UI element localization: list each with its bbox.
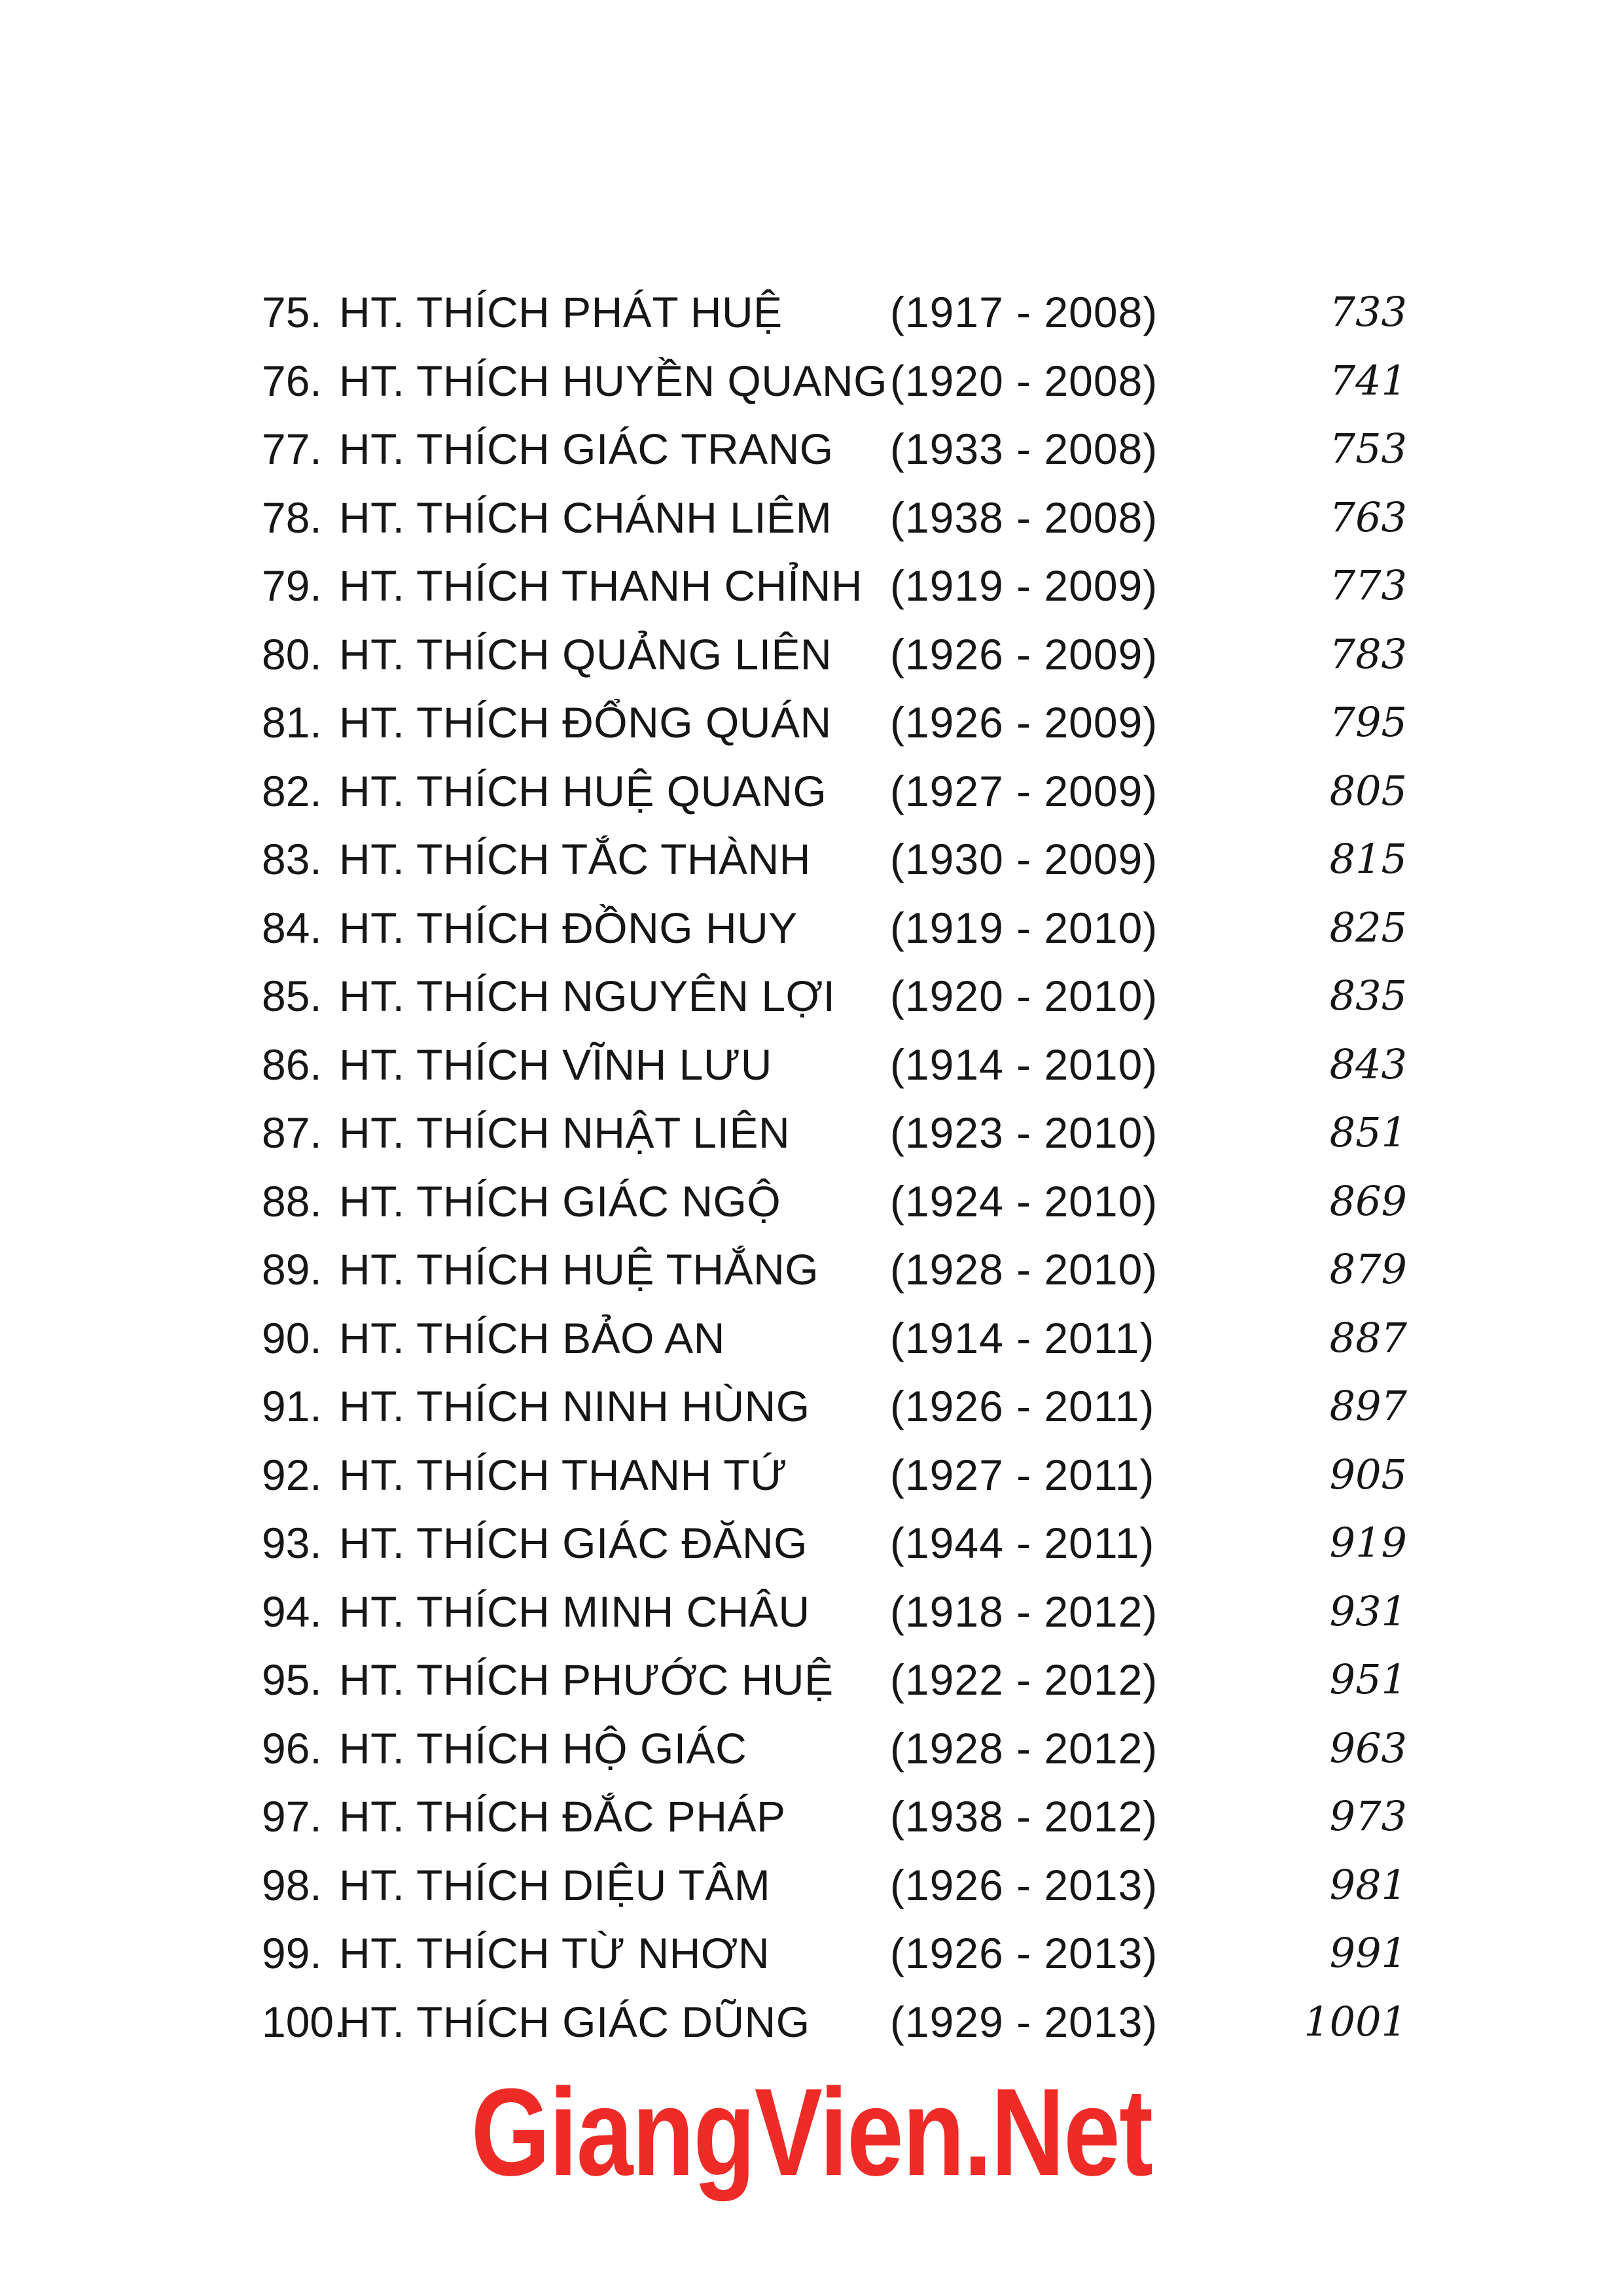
toc-entry-name: HT. THÍCH NHẬT LIÊN [339, 1108, 791, 1157]
toc-entry-name: HT. THÍCH THANH TỨ [339, 1450, 788, 1499]
toc-entry-years: (1927 - 2011) [890, 1450, 1155, 1499]
toc-entry-number: 81. [262, 698, 322, 747]
toc-entry-page-number: 753 [1329, 425, 1407, 472]
table-of-contents [262, 278, 1414, 2056]
toc-entry-number: 89. [262, 1245, 322, 1294]
toc-entry-page-number: 773 [1329, 561, 1407, 609]
toc-entry [262, 278, 1414, 347]
toc-entry-page-number: 879 [1329, 1245, 1407, 1293]
toc-entry-page-number: 905 [1329, 1450, 1407, 1498]
toc-entry-page-number: 843 [1329, 1040, 1407, 1088]
toc-entry-years: (1938 - 2008) [890, 493, 1158, 542]
toc-entry-years: (1917 - 2008) [890, 288, 1158, 336]
toc-entry-name: HT. THÍCH DIỆU TÂM [339, 1860, 771, 1909]
toc-entry-number: 86. [262, 1040, 322, 1089]
toc-entry [262, 1714, 1414, 1783]
toc-entry [262, 1441, 1414, 1510]
toc-entry-page-number: 973 [1329, 1792, 1407, 1840]
toc-entry-page-number: 733 [1329, 288, 1407, 336]
toc-entry-name: HT. THÍCH GIÁC DŨNG [339, 1997, 810, 2046]
toc-entry-page-number: 931 [1329, 1587, 1407, 1635]
toc-entry-years: (1926 - 2009) [890, 698, 1158, 747]
toc-entry-years: (1929 - 2013) [890, 1997, 1158, 2046]
toc-entry-years: (1918 - 2012) [890, 1587, 1158, 1636]
toc-entry [262, 962, 1414, 1031]
toc-entry-number: 77. [262, 425, 322, 473]
toc-entry-name: HT. THÍCH QUẢNG LIÊN [339, 629, 832, 679]
toc-entry-years: (1928 - 2012) [890, 1723, 1158, 1773]
toc-entry-name: HT. THÍCH TỪ NHƠN [339, 1929, 770, 1977]
toc-entry [262, 1167, 1414, 1236]
toc-entry-name: HT. THÍCH THANH CHỈNH [339, 561, 863, 610]
toc-entry-name: HT. THÍCH NGUYÊN LỢI [339, 972, 836, 1020]
toc-entry-years: (1926 - 2011) [890, 1382, 1155, 1430]
toc-entry-number: 85. [262, 972, 322, 1020]
toc-entry-page-number: 981 [1329, 1860, 1407, 1909]
toc-entry-years: (1920 - 2010) [890, 972, 1158, 1020]
toc-entry [262, 1372, 1414, 1441]
toc-entry-years: (1920 - 2008) [890, 356, 1158, 405]
toc-entry-years: (1924 - 2010) [890, 1176, 1158, 1226]
toc-entry-name: HT. THÍCH TẮC THÀNH [339, 835, 811, 883]
toc-entry-number: 82. [262, 766, 322, 815]
toc-entry-number: 88. [262, 1176, 322, 1226]
toc-entry-page-number: 795 [1329, 698, 1407, 746]
toc-entry-number: 84. [262, 903, 322, 952]
toc-entry-number: 83. [262, 835, 322, 883]
toc-entry [262, 1031, 1414, 1099]
toc-entry-number: 94. [262, 1587, 322, 1636]
toc-entry-name: HT. THÍCH ĐẮC PHÁP [339, 1792, 786, 1841]
toc-entry-years: (1914 - 2011) [890, 1313, 1155, 1362]
toc-entry [262, 825, 1414, 894]
toc-entry-years: (1922 - 2012) [890, 1655, 1158, 1704]
toc-entry-number: 99. [262, 1929, 322, 1977]
watermark-text: GiangVien.Net [471, 2063, 1152, 2202]
toc-entry [262, 894, 1414, 963]
toc-entry [262, 620, 1414, 689]
toc-entry [262, 1919, 1414, 1988]
toc-entry-years: (1919 - 2010) [890, 903, 1158, 952]
toc-entry [262, 484, 1414, 552]
toc-entry-name: HT. THÍCH HUỆ THẮNG [339, 1245, 819, 1294]
toc-entry-number: 100. [262, 1997, 346, 2046]
toc-entry [262, 1988, 1414, 2057]
toc-entry-number: 97. [262, 1792, 322, 1841]
toc-entry-page-number: 825 [1329, 903, 1407, 951]
toc-entry [262, 1851, 1414, 1920]
toc-entry-name: HT. THÍCH GIÁC ĐĂNG [339, 1519, 808, 1567]
toc-entry [262, 1646, 1414, 1714]
toc-entry-name: HT. THÍCH CHÁNH LIÊM [339, 493, 832, 542]
toc-entry-name: HT. THÍCH PHƯỚC HUỆ [339, 1655, 834, 1704]
toc-entry-number: 93. [262, 1519, 322, 1567]
toc-entry-years: (1926 - 2013) [890, 1929, 1158, 1977]
toc-entry-page-number: 805 [1329, 766, 1407, 815]
toc-entry-years: (1944 - 2011) [890, 1519, 1155, 1567]
toc-entry-number: 95. [262, 1655, 322, 1704]
toc-entry [262, 1099, 1414, 1167]
toc-entry-years: (1923 - 2010) [890, 1108, 1158, 1157]
toc-entry-page-number: 835 [1329, 972, 1407, 1019]
toc-entry-years: (1919 - 2009) [890, 561, 1158, 610]
toc-entry-page-number: 897 [1329, 1382, 1407, 1430]
toc-entry-name: HT. THÍCH MINH CHÂU [339, 1587, 810, 1636]
toc-entry-years: (1930 - 2009) [890, 835, 1158, 883]
toc-entry-number: 87. [262, 1108, 322, 1157]
toc-entry [262, 1235, 1414, 1304]
toc-entry-page-number: 815 [1329, 835, 1407, 883]
toc-entry-page-number: 991 [1329, 1929, 1407, 1977]
toc-entry [262, 1509, 1414, 1578]
toc-entry-number: 76. [262, 356, 322, 405]
toc-entry-page-number: 919 [1329, 1519, 1407, 1566]
toc-entry-name: HT. THÍCH BẢO AN [339, 1313, 725, 1362]
toc-entry-years: (1926 - 2009) [890, 629, 1158, 679]
toc-entry-number: 91. [262, 1382, 322, 1430]
toc-entry-name: HT. THÍCH HUYỀN QUANG [339, 356, 888, 405]
toc-entry [262, 1304, 1414, 1373]
toc-entry-years: (1927 - 2009) [890, 766, 1158, 815]
toc-entry-name: HT. THÍCH GIÁC NGỘ [339, 1176, 781, 1226]
toc-entry-name: HT. THÍCH GIÁC TRANG [339, 425, 834, 473]
toc-entry-name: HT. THÍCH HUỆ QUANG [339, 766, 827, 815]
toc-entry-number: 92. [262, 1450, 322, 1499]
toc-entry-number: 79. [262, 561, 322, 610]
toc-entry-years: (1938 - 2012) [890, 1792, 1158, 1841]
toc-entry-number: 78. [262, 493, 322, 542]
toc-entry-years: (1928 - 2010) [890, 1245, 1158, 1294]
toc-entry-page-number: 851 [1329, 1108, 1407, 1156]
toc-entry-number: 75. [262, 288, 322, 336]
toc-entry [262, 688, 1414, 757]
toc-entry-name: HT. THÍCH ĐỒNG HUY [339, 903, 798, 952]
toc-entry-name: HT. THÍCH PHÁT HUỆ [339, 288, 783, 336]
toc-entry-page-number: 963 [1329, 1723, 1407, 1772]
toc-entry-years: (1914 - 2010) [890, 1040, 1158, 1089]
toc-entry [262, 757, 1414, 826]
toc-entry-number: 90. [262, 1313, 322, 1362]
toc-entry-years: (1926 - 2013) [890, 1860, 1158, 1909]
toc-entry-page-number: 951 [1329, 1655, 1407, 1703]
toc-entry [262, 1782, 1414, 1851]
toc-entry-page-number: 1001 [1304, 1997, 1407, 2045]
toc-entry-page-number: 869 [1329, 1176, 1407, 1225]
toc-entry-page-number: 783 [1329, 629, 1407, 678]
toc-entry-page-number: 741 [1329, 356, 1407, 404]
toc-entry [262, 552, 1414, 620]
toc-entry-number: 98. [262, 1860, 322, 1909]
toc-entry-name: HT. THÍCH VĨNH LƯU [339, 1040, 772, 1089]
toc-entry-years: (1933 - 2008) [890, 425, 1158, 473]
toc-entry [262, 1578, 1414, 1646]
toc-entry-name: HT. THÍCH HỘ GIÁC [339, 1723, 747, 1773]
toc-entry-page-number: 763 [1329, 493, 1407, 541]
toc-entry-name: HT. THÍCH ĐỔNG QUÁN [339, 698, 832, 747]
toc-entry-number: 80. [262, 629, 322, 679]
toc-entry-number: 96. [262, 1723, 322, 1773]
toc-entry [262, 415, 1414, 484]
toc-entry [262, 347, 1414, 415]
toc-entry-page-number: 887 [1329, 1313, 1407, 1362]
toc-entry-name: HT. THÍCH NINH HÙNG [339, 1382, 810, 1430]
